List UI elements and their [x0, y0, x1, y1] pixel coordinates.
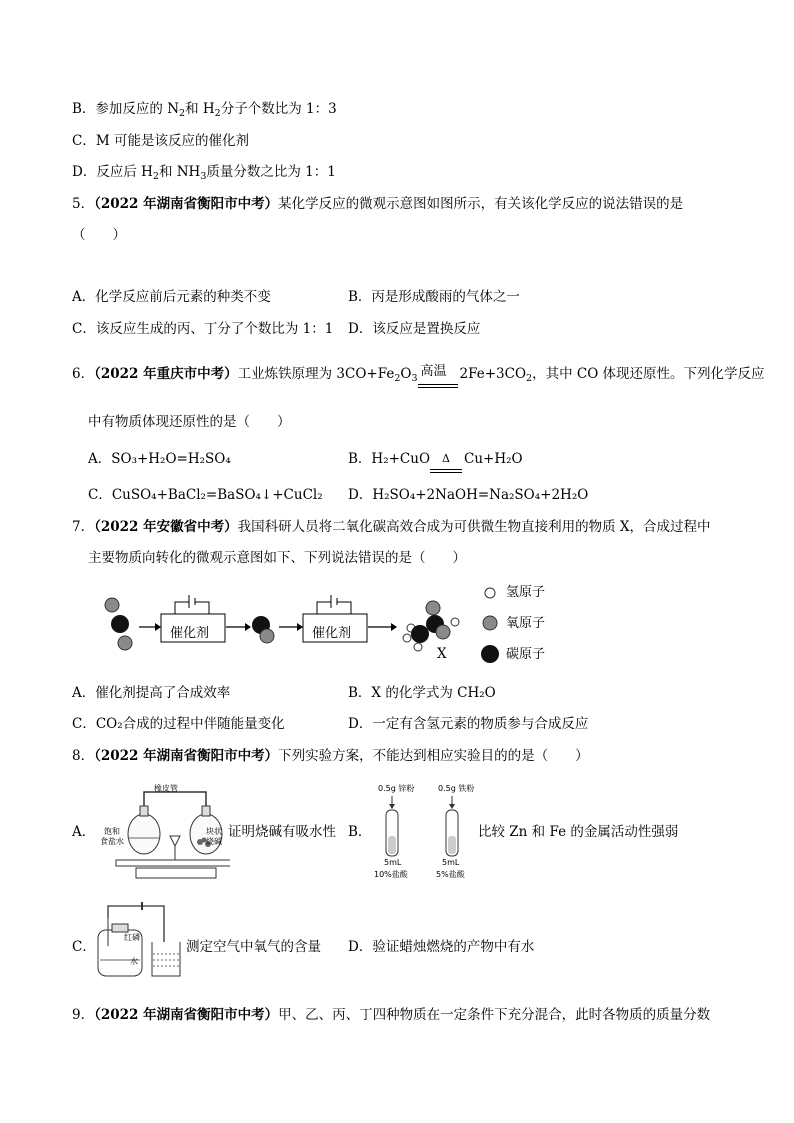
q6-option-c: C．CuSO₄+BaCl₂=BaSO₄↓+CuCl₂: [88, 487, 323, 503]
q5-paren: （ ）: [72, 227, 126, 243]
fig-a-tube-label: 橡皮管: [154, 784, 178, 793]
carbon-atom: [411, 625, 429, 643]
q5-option-b: B．丙是形成酸雨的气体之一: [348, 289, 520, 305]
x-label: X: [437, 646, 447, 662]
q7-option-d: D．一定有含氢元素的物质参与合成反应: [348, 716, 589, 732]
q8-option-c-text: 测定空气中氧气的含量: [186, 939, 321, 955]
q7-stem-line2: 主要物质向转化的微观示意图如下、下列说法错误的是（ ）: [88, 550, 466, 566]
legend-hydrogen: 氢原子: [506, 585, 546, 600]
q4-option-c: C．M 可能是该反应的催化剂: [72, 133, 249, 149]
fig-b-tube2-bottom-2: 5%盐酸: [436, 870, 465, 879]
oxygen-legend-icon: [483, 616, 497, 630]
hydrogen-atom: [403, 634, 411, 642]
q5-stem: 5．（2022 年湖南省衡阳市中考）某化学反应的微观示意图如图所示，有关该化学反应的说法错误的是: [72, 196, 684, 212]
q8-option-a-text: 证明烧碱有吸水性: [228, 824, 336, 840]
fig-a-left-label-1: 饱和: [104, 827, 120, 836]
fig-b-tube1-top: 0.5g 锌粉: [378, 784, 415, 793]
q8-option-d: D．验证蜡烛燃烧的产物中有水: [348, 939, 535, 955]
q8-option-b-letter: B．: [348, 824, 372, 840]
catalyst-label-1: 催化剂: [170, 626, 210, 641]
fig-b-tube2-bottom-1: 5mL: [442, 858, 460, 867]
fig-b-tube1-bottom-1: 5mL: [384, 858, 402, 867]
fig-c-phosphorus-label: 红磷: [124, 933, 140, 942]
legend-oxygen: 氧原子: [506, 616, 546, 631]
q6-option-d: D．H₂SO₄+2NaOH=Na₂SO₄+2H₂O: [348, 487, 589, 503]
fig-b-tube1-bottom-2: 10%盐酸: [374, 870, 408, 879]
fig-a-right-label-1: 块状: [206, 827, 222, 836]
hydrogen-atom: [414, 643, 422, 651]
q7-option-c: C．CO₂合成的过程中伴随能量变化: [72, 716, 285, 732]
q6-option-b: B．H₂+CuO Δ Cu+H₂O: [348, 449, 523, 469]
fig-a-left-label-2: 食盐水: [100, 837, 124, 846]
fig-b-tube2-top: 0.5g 铁粉: [438, 784, 475, 793]
oxygen-atom: [105, 598, 119, 612]
hydrogen-legend-icon: [485, 588, 495, 598]
q5-option-a: A．化学反应前后元素的种类不变: [72, 289, 271, 305]
q6-stem-line2: 中有物质体现还原性的是（ ）: [88, 414, 291, 430]
carbon-legend-icon: [481, 645, 499, 663]
q8-stem: 8．（2022 年湖南省衡阳市中考）下列实验方案，不能达到相应实验目的的是（ ）: [72, 748, 589, 764]
q5-option-c: C．该反应生成的丙、丁分了个数比为 1：1: [72, 321, 334, 337]
q4-option-b: B．参加反应的 $N_2$和 $H_2$分子个数比为 1：3: [72, 101, 337, 119]
carbon-atom: [111, 615, 129, 633]
fig-c-water-label: 水: [130, 957, 138, 966]
hydrogen-atom: [451, 618, 459, 626]
oxygen-atom: [436, 625, 450, 639]
q7-legend-symbols: [480, 583, 500, 663]
oxygen-atom: [118, 636, 132, 650]
q7-option-b: B．X 的化学式为 CH₂O: [348, 685, 496, 701]
oxygen-atom: [260, 629, 274, 643]
fig-a-right-label-2: 烧碱: [206, 837, 222, 846]
q6-stem: 6．（2022 年重庆市中考）工业炼铁原理为 $3CO+Fe_2O_3$ 高温 $2Fe+3CO_2$，其中 CO 体现还原性。下列化学反应: [72, 364, 765, 384]
q4-option-d: D．反应后 $H_2$和 $NH_3$质量分数之比为 1：1: [72, 164, 336, 182]
q7-option-a: A．催化剂提高了合成效率: [72, 685, 231, 701]
q8-option-b-text: 比较 Zn 和 Fe 的金属活动性强弱: [478, 824, 679, 840]
q5-option-d: D．该反应是置换反应: [348, 321, 481, 337]
oxygen-atom: [426, 601, 440, 615]
q8-option-a-letter: A．: [72, 824, 96, 840]
q7-stem: 7．（2022 年安徽省中考）我国科研人员将二氧化碳高效合成为可供微生物直接利用的物质 X，合成过程中: [72, 519, 711, 535]
q6-option-a: A．SO₃+H₂O=H₂SO₄: [88, 451, 231, 467]
q9-stem: 9．（2022 年湖南省衡阳市中考）甲、乙、丙、丁四种物质在一定条件下充分混合，此时各物质的质量分数: [72, 1007, 711, 1023]
legend-carbon: 碳原子: [506, 647, 546, 662]
q8-option-c-letter: C．: [72, 939, 96, 955]
catalyst-label-2: 催化剂: [312, 626, 352, 641]
